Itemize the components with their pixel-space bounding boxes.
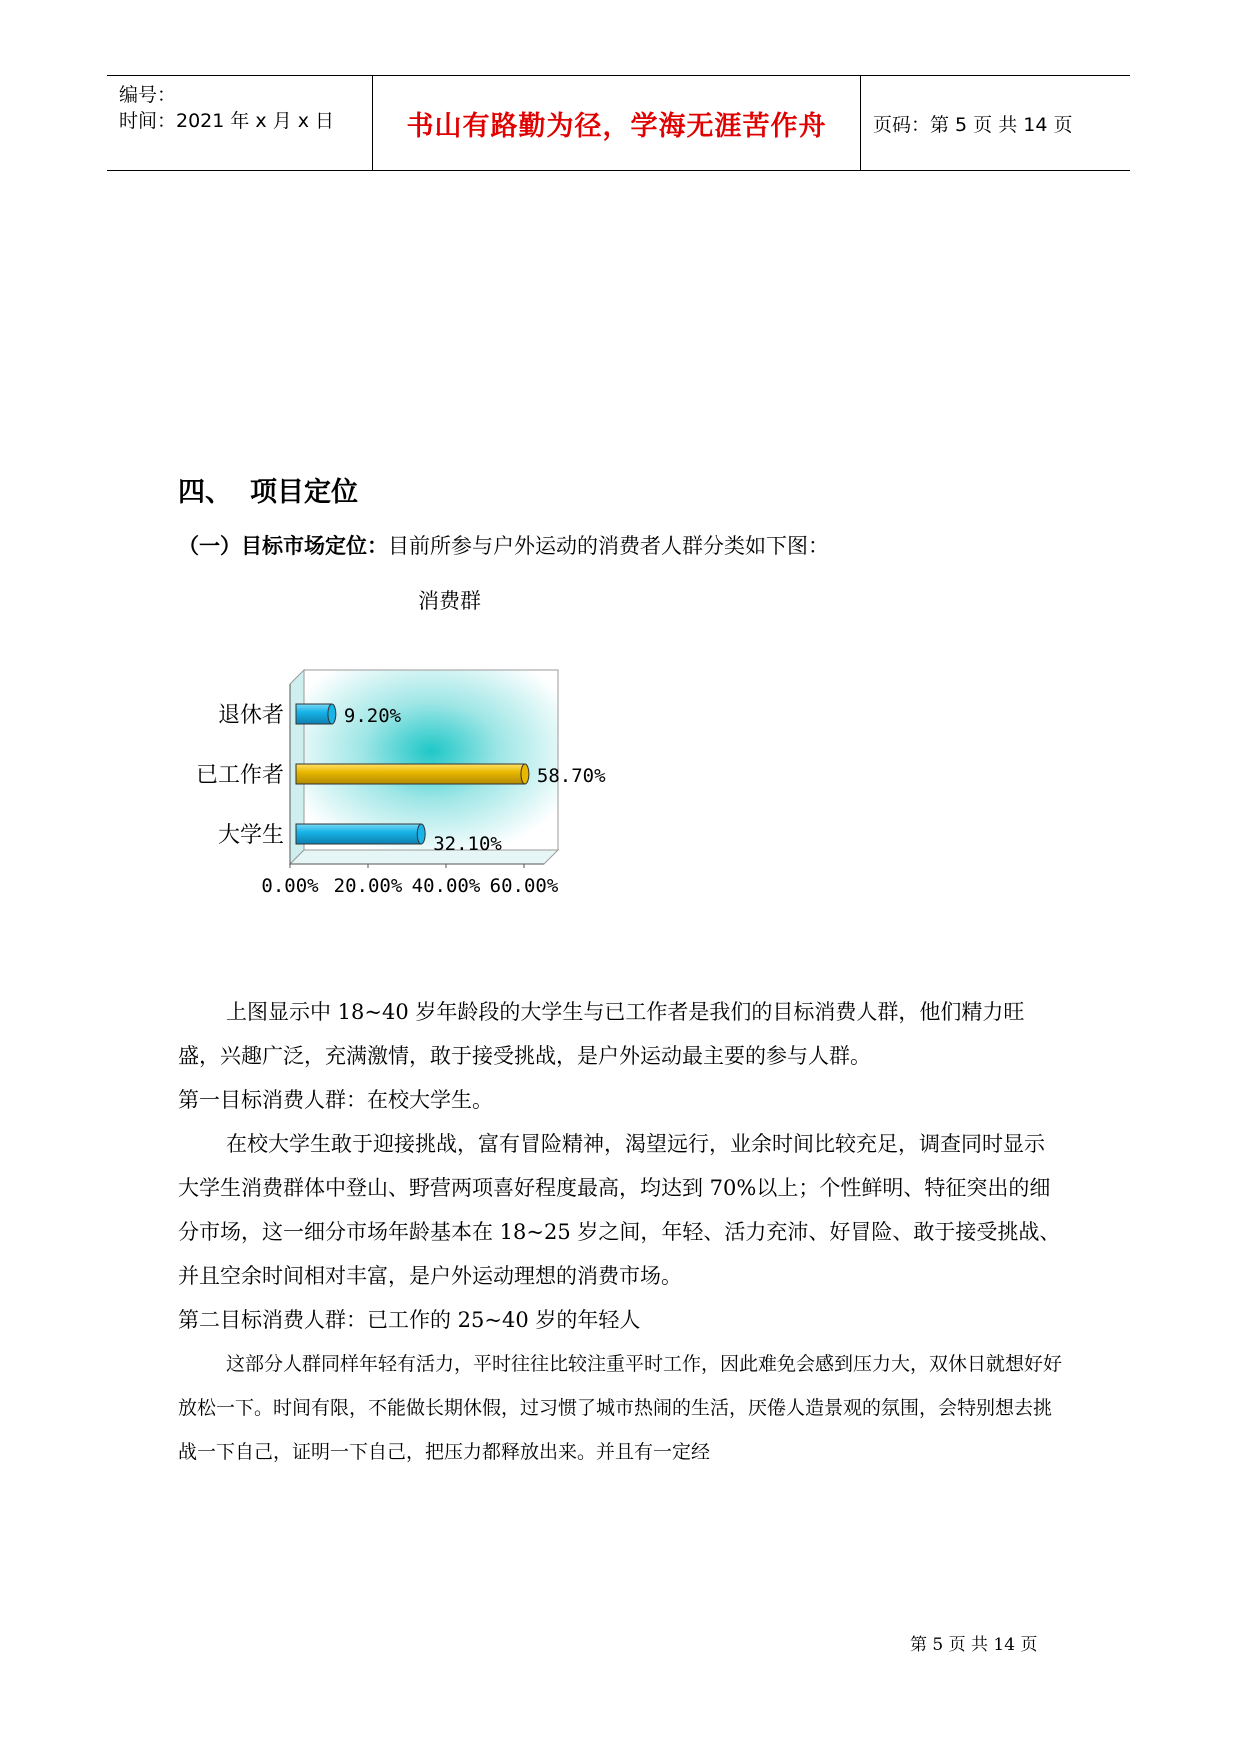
data-label: 32.10% [433,833,502,855]
subsection-text: 目前所参与户外运动的消费者人群分类如下图： [388,534,829,558]
bar-end-cap [417,824,425,844]
consumer-group-bar-chart [180,665,640,965]
bar-退休者 [296,704,332,724]
bar-end-cap [328,704,336,724]
category-label: 退休者 [217,703,284,728]
section-number: 四、 [178,477,232,508]
section-title: 项目定位 [250,477,358,508]
bar-大学生 [296,824,421,844]
page-footer: 第 5 页 共 14 页 [910,1635,1038,1655]
data-label: 58.70% [536,765,606,787]
bar-end-cap [521,764,529,784]
x-tick-label: 60.00% [489,875,559,897]
category-label: 已工作者 [195,763,284,788]
time-label: 时间：2021 年 x 月 x 日 [119,110,335,132]
header-motto-cell [373,76,861,170]
x-tick-label: 0.00% [261,875,319,897]
chart-back-wall [304,670,558,850]
category-label: 大学生 [217,823,284,848]
paragraph-5: 这部分人群同样年轻有活力，平时往往比较注重平时工作，因此难免会感到压力大，双休日就想好好放松一下。时间有限，不能做长期休假，过习惯了城市热闹的生活，厌倦人造景观的氛围，会特别想去挑战一下自己，证明一下自己，把压力都释放出来。并且有一定经 [178,1353,1063,1463]
subsection-label: （一）目标市场定位： [178,534,388,558]
code-label: 编号： [119,84,177,106]
page-header [107,75,1130,171]
header-meta-cell [107,76,373,170]
x-tick-label: 40.00% [411,875,481,897]
x-tick-label: 20.00% [333,875,403,897]
chart-floor [290,850,558,864]
body-text [178,990,1064,1474]
paragraph-4: 第二目标消费人群：已工作的 25~40 岁的年轻人 [178,1308,641,1332]
motto: 书山有路勤为径，学海无涯苦作舟 [406,111,827,142]
section-heading [178,470,358,509]
bar-已工作者 [296,764,525,784]
header-page-cell [861,76,1130,170]
page-label: 页码：第 5 页 共 14 页 [873,114,1073,136]
paragraph-1: 上图显示中 18~40 岁年龄段的大学生与已工作者是我们的目标消费人群，他们精力旺盛，兴趣广泛，充满激情，敢于接受挑战，是户外运动最主要的参与人群。 [178,1000,1025,1068]
data-label: 9.20% [343,705,402,727]
paragraph-3: 在校大学生敢于迎接挑战，富有冒险精神，渴望远行，业余时间比较充足，调查同时显示大学生消费群体中登山、野营两项喜好程度最高，均达到 70%以上；个性鲜明、特征突出的细分市场，这一细分市场年龄基本在 18~25 岁之间，年轻、活力充沛、好冒险、敢于接受挑战、并且空余时间相对丰富，是户外运动理想的消费市场。 [178,1132,1061,1288]
subsection-line [178,530,829,560]
chart-title: 消费群 [418,589,481,613]
paragraph-2: 第一目标消费人群：在校大学生。 [178,1088,493,1112]
